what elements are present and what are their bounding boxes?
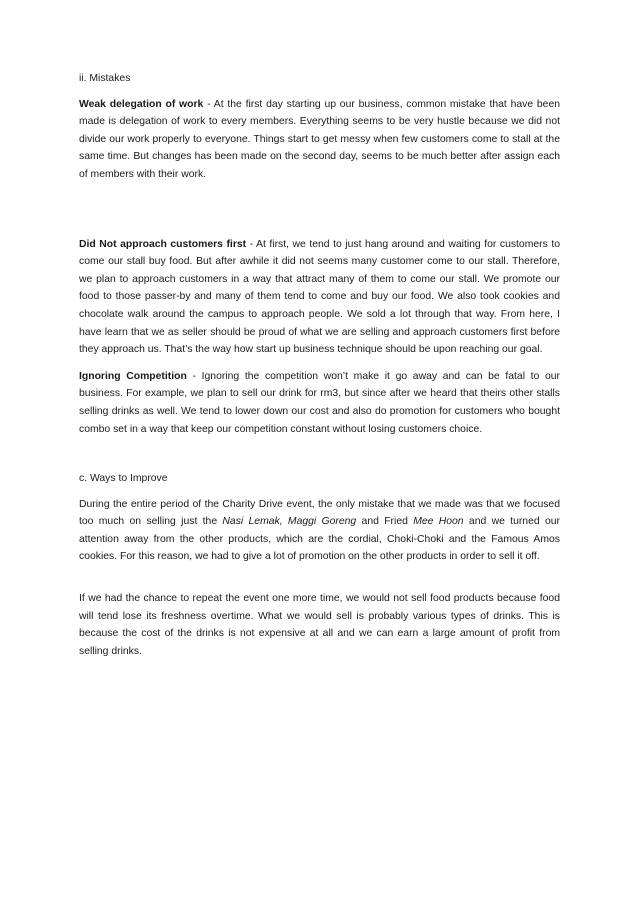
paragraph-repeat-event: If we had the chance to repeat the event one more time, we would not sell food products because food will tend lose its freshness overtime. What we would sell is probably various types of drinks. This is because the cost of the drinks is not expensive at all and we can earn a large amount of profit from selling drinks. — [79, 593, 560, 657]
spacer — [79, 184, 560, 236]
spacer — [79, 359, 560, 368]
paragraph-weak-delegation — [79, 96, 560, 184]
paragraph-not-approach-customers — [79, 236, 560, 359]
paragraph-text: During the entire period of the Charity Drive event, the only mistake that we made was that we focused too much on selling just the — [79, 498, 560, 528]
term-not-approach-customers: Did Not approach customers first — [79, 238, 247, 250]
term-separator: - — [246, 238, 257, 250]
italic-mee-hoon: Mee Hoon — [413, 516, 464, 528]
paragraph-text: At the first day starting up our business, common mistake that have been made is delegation of work to every members. Everything seems to be very hustle because we did not divide our work properly to everyone. Things start to get messy when few customers come to stall at the same time. But changes has been made on the second day, seems to be much better after assign each of members with their work. — [79, 98, 561, 180]
spacer — [79, 438, 560, 470]
paragraph-text: Ignoring the competition won’t make it go away and can be fatal to our business. For example, we plan to sell our drink for rm3, but since after we heard that theirs other stalls selling drinks as well. We tend to lower down our cost and also do promotion for customers who bought combo set in a way that keep our competition constant without losing customers choice. — [79, 370, 561, 435]
term-weak-delegation: Weak delegation of work — [79, 98, 204, 110]
term-ignoring-competition: Ignoring Competition — [79, 370, 187, 382]
paragraph-text: and Fried — [356, 516, 414, 528]
section-heading-mistakes: ii. Mistakes — [79, 73, 131, 84]
paragraph-charity-drive — [79, 496, 560, 566]
paragraph-text: and we turned our attention away from the other products, which are the cordial, Choki-Choki and the Famous Amos cookies. For this reason, we had to give a lot of promotion on the other products in order to sell it off. — [79, 516, 560, 563]
italic-food-names: Nasi Lemak, Maggi Goreng — [222, 516, 357, 528]
document-page — [79, 70, 560, 660]
spacer — [79, 566, 560, 590]
term-separator: - — [203, 98, 214, 110]
term-separator: - — [186, 370, 202, 382]
paragraph-text: At first, we tend to just hang around and waiting for customers to come our stall buy food. But after awhile it did not seems many customer come to our stall. Therefore, we plan to approach customers in a way that attract many of them to come our stall. We promote our food to those passer-by and many of them tend to come and buy our food. We also took cookies and chocolate walk around the campus to approach people. We sold a lot through that way. From here, I have learn that we as seller should be proud of what we are selling and approach customers first before they approach us. That’s the way how start up business technique should be upon reaching our goal. — [79, 238, 560, 356]
paragraph-ignoring-competition — [79, 368, 560, 438]
section-heading-ways-to-improve: c. Ways to Improve — [79, 473, 168, 485]
